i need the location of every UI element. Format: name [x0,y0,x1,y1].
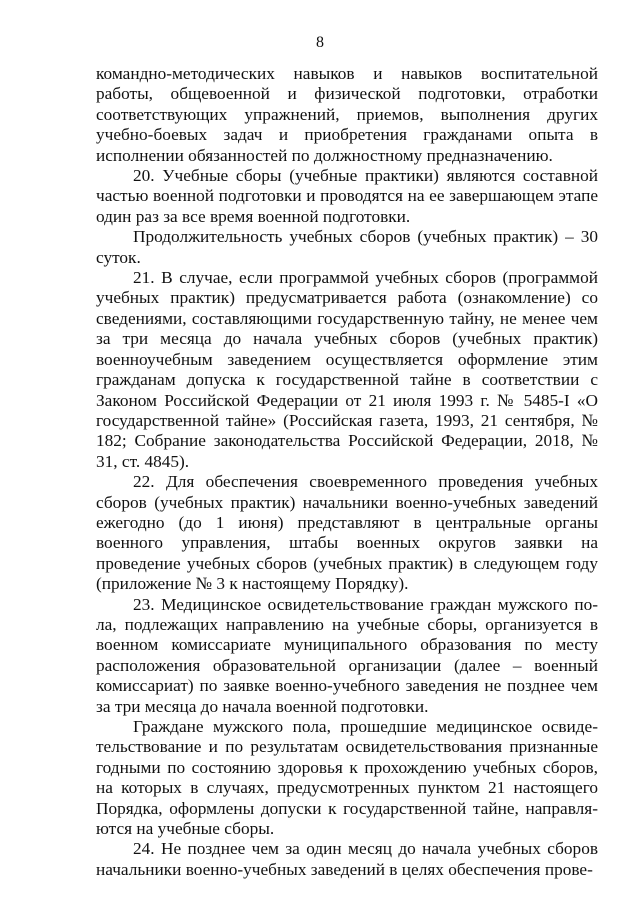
paragraph-duration: Продолжительность учебных сборов (учебных практик) – 30 суток. [96,227,598,267]
paragraph-item-23: 23. Медицинское освидетельствование граждан мужского пола, подлежащих направлению на учебные сборы, организуется в военном комиссариате муниципального образования по месту расположения образовательной организации (далее – военный комиссариат) по заявке военно-учебного заведения не позднее чем за три месяца до начала военной подготовки. [96,594,598,716]
paragraph-item-22: 22. Для обеспечения своевременного проведения учебных сборов (учебных практик) начальники военно-учебных заведений ежегодно (до 1 июня) представляют в центральные органы военного управления, штабы военных округов заявки на проведение учебных сборов (учебных практик) в следующем году (приложение № 3 к настоящему Порядку). [96,472,598,594]
paragraph-item-21: 21. В случае, если программой учебных сборов (программой учебных практик) предусматривается работа (ознакомление) со сведениями, составляющими государственную тайну, не менее чем за три месяца до начала учебных сборов (учебных практик) военноучебным заведением осуществляется оформление этим гражданам допуска к государственной тайне в соответствии с Законом Российской Федерации от 21 июля 1993 г. № 5485-I «О государственной тайне» (Российская газета, 1993, 21 сентября, № 182; Собрание законодательства Российской Федерации, 2018, № 31, ст. 4845). [96,268,598,471]
paragraph-item-20: 20. Учебные сборы (учебные практики) являются составной частью военной подготовки и проводятся на ее завершающем этапе один раз за все время военной подготовки. [96,166,598,226]
page-number: 8 [316,34,324,51]
paragraph-continuation: командно-методических навыков и навыков воспитательной работы, общевоенной и физической подготовки, отработки соответствующих упражнений, приемов, выполнения других учебно-боевых задач и приобретения гражданами опыта в исполнении обязанностей по должностному предназначению. [96,64,598,165]
paragraph-citizens-admission: Граждане мужского пола, прошедшие медицинское освидетельствование и по результатам освидетельствования признанные годными по состоянию здоровья к прохождению учебных сборов, на которых в случаях, предусмотренных пунктом 21 настоящего Порядка, оформлены допуски к государственной тайне, направляются на учебные сборы. [96,717,598,839]
document-body [96,64,598,880]
paragraph-item-24: 24. Не позднее чем за один месяц до начала учебных сборов начальники военно-учебных заведений в целях обеспечения прове- [96,839,598,879]
